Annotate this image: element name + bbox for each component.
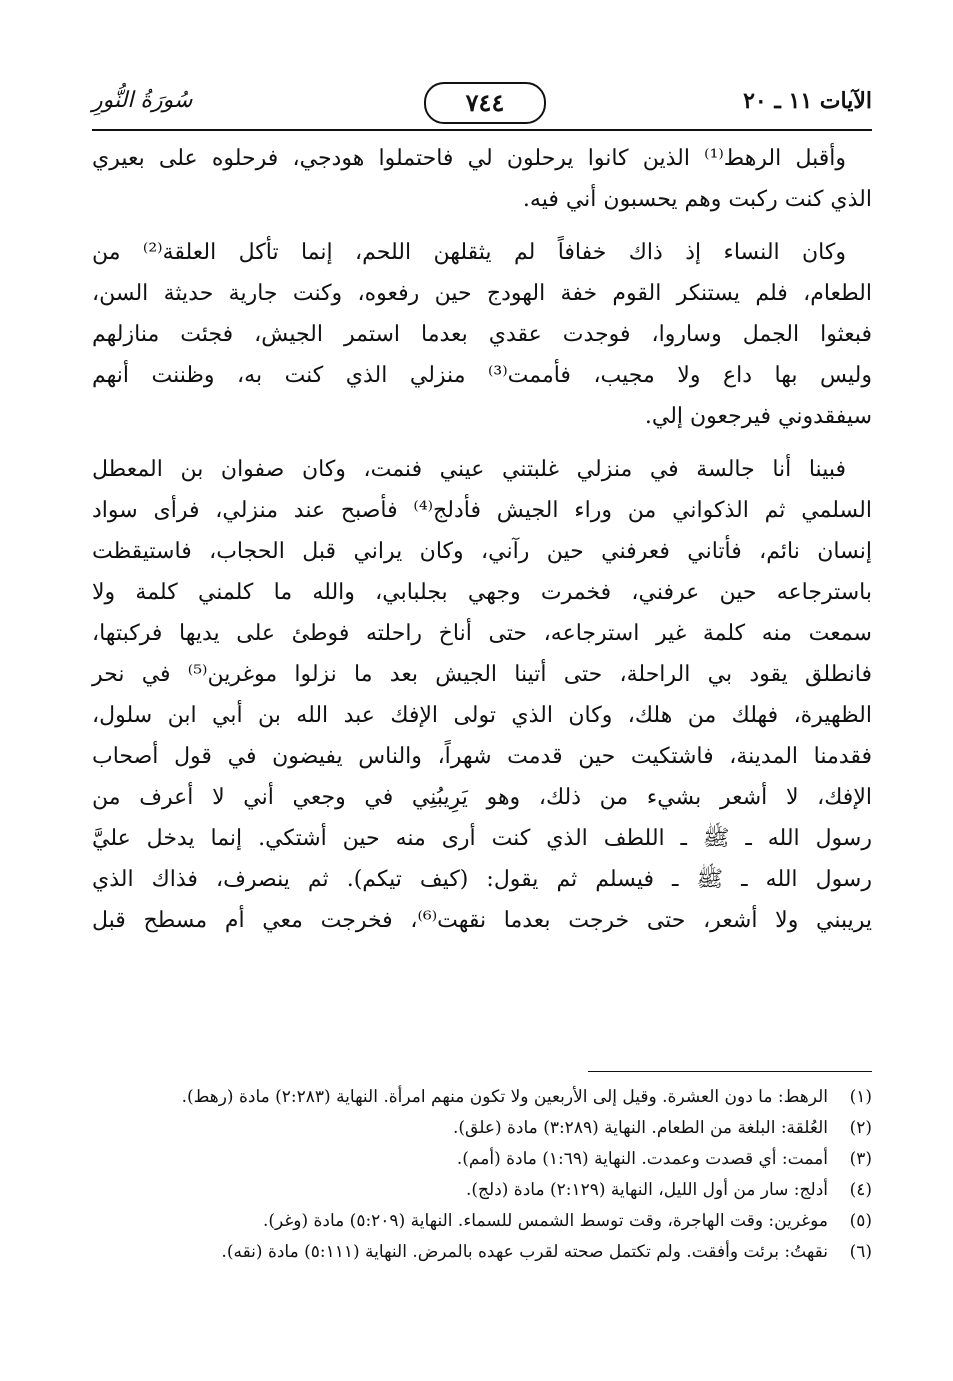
text-line: فقدمنا المدينة، فاشتكيت حين قدمت شهراً، والناس يفيضون في قول أصحاب <box>92 744 872 769</box>
text-line: الإفك، لا أشعر بشيء من ذلك، وهو يَرِيبُنِي في وجعي أني لا أعرف من <box>92 785 872 810</box>
paragraph-2 <box>92 232 872 437</box>
surah-title: سُورَةُ النُّورِ <box>92 88 193 113</box>
header-divider <box>92 129 872 131</box>
paragraph-1 <box>92 138 872 220</box>
footnote-text: موغرين: وقت الهاجرة، وقت توسط الشمس للسماء. النهاية (٥:٢٠٩) مادة (وغر). <box>262 1211 828 1231</box>
verses-range: الآيات ١١ ـ ٢٠ <box>743 88 872 114</box>
footnote-1 <box>92 1082 872 1113</box>
text-line: الطعام، فلم يستنكر القوم خفة الهودج حين رفعوه، وكنت جارية حديثة السن، <box>92 281 872 306</box>
text-line: رسول الله ـ ﷺ ـ فيسلم ثم يقول: (كيف تيكم). ثم ينصرف، فذاك الذي <box>92 867 872 892</box>
footnote-text: نقهتُ: برئت وأفقت. ولم تكتمل صحته لقرب عهده بالمرض. النهاية (٥:١١١) مادة (نقه). <box>221 1242 828 1262</box>
footnote-number: (٤) <box>849 1180 872 1200</box>
footnotes <box>92 1082 872 1268</box>
page-header <box>92 82 872 126</box>
page-number: ٧٤٤ <box>424 82 546 124</box>
text-line: فبعثوا الجمل وساروا، فوجدت عقدي بعدما استمر الجيش، فجئت منازلهم <box>92 322 872 347</box>
text-line: الظهيرة، فهلك من هلك، وكان الذي تولى الإفك عبد الله بن أبي ابن سلول، <box>92 703 872 728</box>
footnote-number: (٣) <box>849 1149 872 1169</box>
paragraph-3 <box>92 449 872 941</box>
text-line: السلمي ثم الذكواني من وراء الجيش فأدلج⁽⁴⁾ فأصبح عند منزلي، فرأى سواد <box>92 498 872 523</box>
footnote-divider <box>588 1071 872 1072</box>
text-line: وأقبل الرهط⁽¹⁾ الذين كانوا يرحلون لي فاحتملوا هودجي، فرحلوه على بعيري <box>92 146 847 171</box>
text-line: الذي كنت ركبت وهم يحسبون أني فيه. <box>522 187 872 212</box>
footnote-2 <box>92 1113 872 1144</box>
text-line: باسترجاعه حين عرفني، فخمرت وجهي بجلبابي، والله ما كلمني كلمة ولا <box>92 580 872 605</box>
text-line: يريبني ولا أشعر، حتى خرجت بعدما نقهت⁽⁶⁾، فخرجت معي أم مسطح قبل <box>92 908 872 933</box>
text-line: فانطلق يقود بي الراحلة، حتى أتينا الجيش بعد ما نزلوا موغرين⁽⁵⁾ في نحر <box>92 662 872 687</box>
footnote-number: (٦) <box>849 1242 872 1262</box>
footnote-text: أممت: أي قصدت وعمدت. النهاية (١:٦٩) مادة (أمم). <box>456 1149 828 1169</box>
footnote-6 <box>92 1237 872 1268</box>
footnote-3 <box>92 1144 872 1175</box>
text-line: سمعت منه كلمة غير استرجاعه، حتى أناخ راحلته فوطئ على يديها فركبتها، <box>92 621 872 646</box>
text-line: سيفقدوني فيرجعون إلي. <box>644 404 872 429</box>
text-line: فبينا أنا جالسة في منزلي غلبتني عيني فنمت، وكان صفوان بن المعطل <box>92 457 846 482</box>
footnote-number: (٥) <box>849 1211 872 1231</box>
footnote-text: أدلج: سار من أول الليل، النهاية (٢:١٢٩) مادة (دلج). <box>466 1180 828 1200</box>
main-text <box>92 138 872 953</box>
footnote-4 <box>92 1175 872 1206</box>
footnote-text: العُلقة: البلغة من الطعام. النهاية (٣:٢٨٩) مادة (علق). <box>453 1118 828 1138</box>
text-line: وكان النساء إذ ذاك خفافاً لم يثقلهن اللحم، إنما تأكل العلقة⁽²⁾ من <box>92 240 846 265</box>
footnote-number: (٢) <box>849 1118 872 1138</box>
text-line: وليس بها داع ولا مجيب، فأممت⁽³⁾ منزلي الذي كنت به، وظننت أنهم <box>92 363 872 388</box>
footnote-5 <box>92 1206 872 1237</box>
footnote-number: (١) <box>849 1087 872 1107</box>
text-line: رسول الله ـ ﷺ ـ اللطف الذي كنت أرى منه حين أشتكي. إنما يدخل عليَّ <box>92 826 872 851</box>
text-line: إنسان نائم، فأتاني فعرفني حين رآني، وكان يراني قبل الحجاب، فاستيقظت <box>92 539 872 564</box>
footnote-text: الرهط: ما دون العشرة. وقيل إلى الأربعين ولا تكون منهم امرأة. النهاية (٢:٢٨٣) مادة (رهط). <box>181 1087 828 1107</box>
